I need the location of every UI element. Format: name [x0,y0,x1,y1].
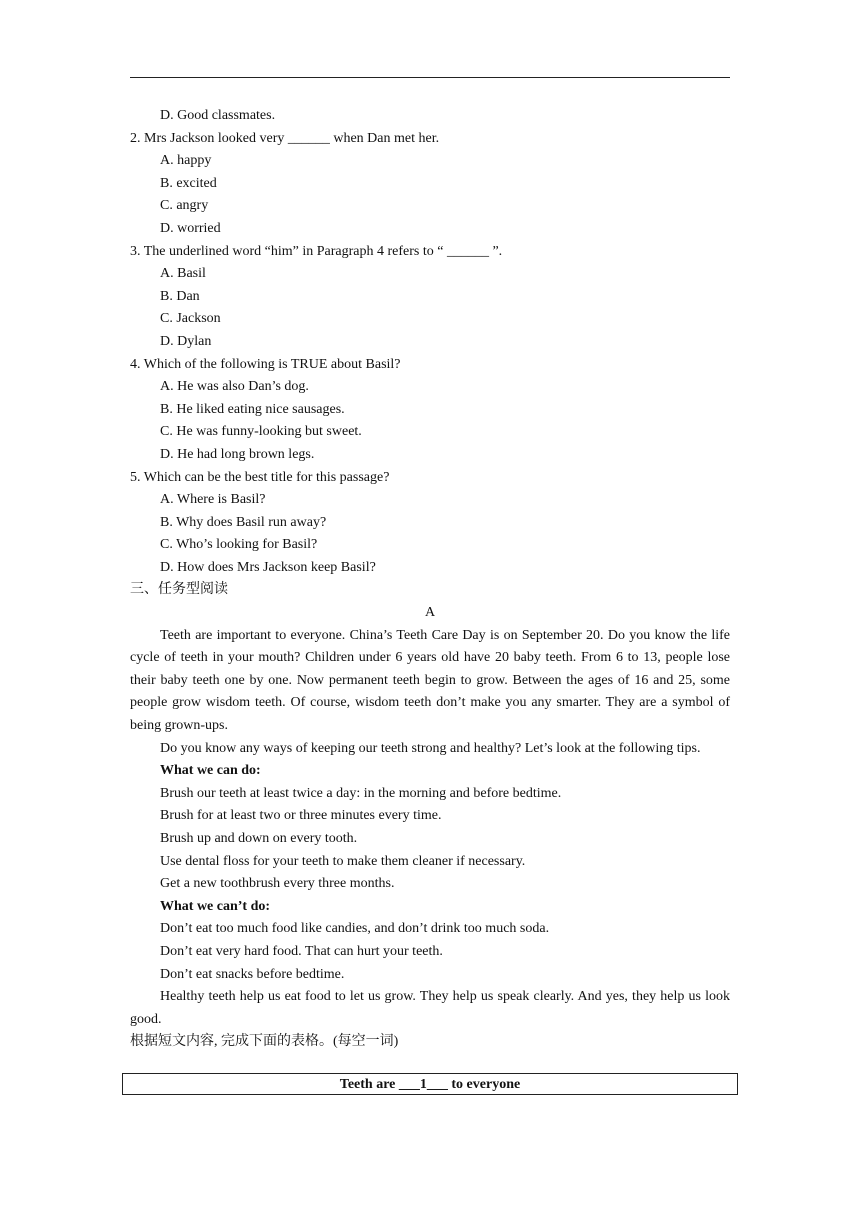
passage-label: A [424,605,436,621]
question-4 [130,354,730,467]
option-b: B. Dan [160,288,200,304]
cant-do-item: Don’t eat snacks before bedtime. [160,966,345,982]
option-c: C. Who’s looking for Basil? [160,537,318,553]
section-heading: 三、任务型阅读 [130,582,228,598]
q1-option-d: D. Good classmates. [160,108,276,123]
option-c: C. angry [160,198,209,214]
option-b: B. Why does Basil run away? [160,514,327,530]
document-body [130,105,730,1054]
option-a: A. Basil [160,266,206,282]
can-do-item: Brush up and down on every tooth. [160,831,358,846]
option-b: B. excited [160,175,217,191]
can-do-item: Brush our teeth at least twice a day: in the morning and before bedtime. [160,785,562,801]
question-stem: 5. Which can be the best title for this passage? [130,469,390,485]
cant-do-item: Don’t eat very hard food. That can hurt your teeth. [160,943,443,959]
option-d: D. Dylan [160,333,212,349]
option-d: D. worried [160,220,221,236]
option-c: C. He was funny-looking but sweet. [160,424,362,440]
header-rule [130,77,730,78]
answer-table [122,1073,738,1095]
question-stem: 4. Which of the following is TRUE about Basil? [130,356,401,372]
option-a: A. He was also Dan’s dog. [160,379,309,395]
table-title: Teeth are ___1___ to everyone [339,1077,521,1092]
option-c: C. Jackson [160,311,221,327]
paragraph-1: Teeth are important to everyone. China’s Teeth Care Day is on September 20. Do you know the life cycle of teeth in your mouth? Children under 6 years old have 20 baby teeth. From 6 to 13, people lose their baby teeth one by one. Now permanent teeth begin to grow. Between the ages of 16 and 25, some people grow wisdom teeth. Of course, wisdom teeth don’t make you any smarter. They are a symbol of being grown-ups. [130,627,730,734]
question-5 [130,467,730,580]
option-d: D. He had long brown legs. [160,446,315,462]
option-a: A. happy [160,153,212,169]
table-instruction: 根据短文内容, 完成下面的表格。(每空一词) [130,1034,399,1050]
paragraph-2: Do you know any ways of keeping our teeth strong and healthy? Let’s look at the following tips. [160,740,701,756]
option-b: B. He liked eating nice sausages. [160,401,345,417]
can-do-item: Get a new toothbrush every three months. [160,876,395,892]
option-a: A. Where is Basil? [160,492,266,508]
paragraph-3: Healthy teeth help us eat food to let us grow. They help us speak clearly. And yes, they help us look good. [130,989,730,1027]
question-stem: 3. The underlined word “him” in Paragraph 4 refers to “ ______ ”. [130,243,503,259]
cant-do-item: Don’t eat too much food like candies, and don’t drink too much soda. [160,921,550,937]
cant-do-heading: What we can’t do: [160,898,271,914]
question-2 [130,128,730,241]
option-d: D. How does Mrs Jackson keep Basil? [160,559,376,575]
question-stem: 2. Mrs Jackson looked very ______ when Dan met her. [130,130,440,146]
can-do-item: Brush for at least two or three minutes every time. [160,808,442,824]
can-do-item: Use dental floss for your teeth to make them cleaner if necessary. [160,853,526,869]
can-do-heading: What we can do: [160,763,261,779]
question-3 [130,241,730,354]
